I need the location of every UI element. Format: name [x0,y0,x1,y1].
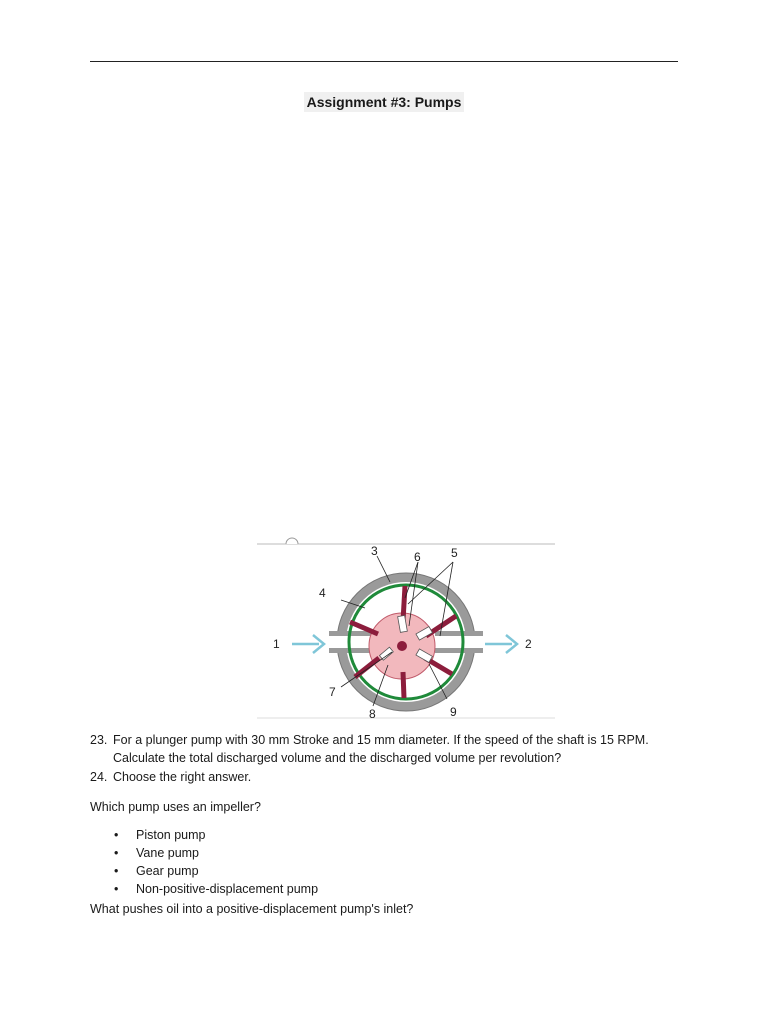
answer-options [112,826,318,898]
label-6: 6 [414,550,421,564]
prompt-oil: What pushes oil into a positive-displacement pump's inlet? [90,902,414,916]
list-item: • Non-positive-displacement pump [114,882,319,896]
question-number: 24. [90,770,108,784]
label-1: 1 [273,637,280,651]
label-2: 2 [525,637,532,651]
label-3: 3 [371,544,378,558]
label-8: 8 [369,707,376,720]
label-5: 5 [451,546,458,560]
question-line: For a plunger pump with 30 mm Stroke and 15 mm diameter. If the speed of the shaft is 15 RPM. [113,733,649,747]
label-9: 9 [450,705,457,719]
list-item: • Piston pump [114,828,206,842]
question-line: Choose the right answer. [113,770,252,784]
prompt-impeller: Which pump uses an impeller? [90,800,261,814]
vane-pump-diagram [257,534,555,720]
bullet-icon: • [114,882,119,896]
page-title: Assignment #3: Pumps [0,94,768,112]
label-7: 7 [329,685,336,699]
bullet-icon: • [114,828,119,842]
header-rule [90,61,678,62]
list-item: • Gear pump [114,864,199,878]
list-item: • Vane pump [114,846,200,860]
label-4: 4 [319,586,326,600]
question-number: 23. [90,733,108,747]
question-line: Calculate the total discharged volume and the discharged volume per revolution? [113,751,562,765]
bullet-icon: • [114,846,119,860]
bullet-icon: • [114,864,119,878]
